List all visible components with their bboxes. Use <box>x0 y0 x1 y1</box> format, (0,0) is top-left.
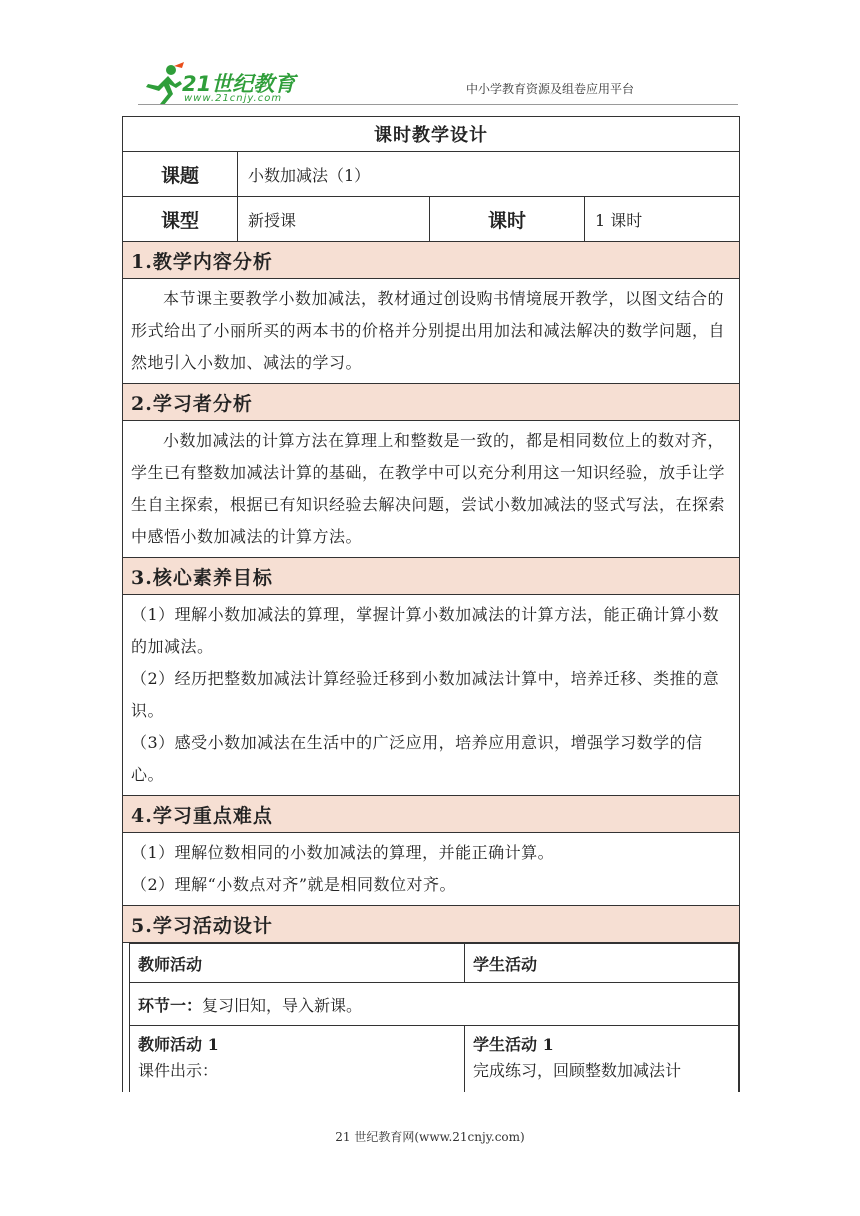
teacher-activity-1-text: 课件出示： <box>138 1061 219 1080</box>
list-item: （3）感受小数加减法在生活中的广泛应用，培养应用意识，增强学习数学的信心。 <box>131 733 703 784</box>
logo-url: www.21cnjy.com <box>184 93 283 104</box>
section-heading-content-analysis: 1.教学内容分析 <box>123 242 740 279</box>
section-heading-learner-analysis: 2.学习者分析 <box>123 384 740 421</box>
core-goals-list <box>123 595 740 796</box>
content-analysis-text: 本节课主要教学小数加减法，教材通过创设购书情境展开教学，以图文结合的形式给出了小丽所买的两本书的价格并分别提出用加法和减法解决的数学问题，自然地引入小数加、减法的学习。 <box>123 279 740 384</box>
logo-brand: 21世纪教育 <box>182 72 296 96</box>
learner-analysis-text: 小数加减法的计算方法在算理上和整数是一致的，都是相同数位上的数对齐，学生已有整数加减法计算的基础，在教学中可以充分利用这一知识经验，放手让学生自主探索，根据已有知识经验去解决问题，尝试小数加减法的竖式写法，在探索中感悟小数加减法的计算方法。 <box>123 421 740 558</box>
table-title: 课时教学设计 <box>123 117 740 152</box>
section-heading-key-points: 4.学习重点难点 <box>123 796 740 833</box>
activities-table <box>129 943 739 1092</box>
topic-value: 小数加减法（1） <box>238 152 740 197</box>
topic-label: 课题 <box>123 152 238 197</box>
section-heading-activities: 5.学习活动设计 <box>123 906 740 943</box>
header-divider <box>138 104 738 105</box>
type-value: 新授课 <box>238 197 430 242</box>
teacher-activity-1-title: 教师活动 1 <box>138 1035 219 1054</box>
list-item: （2）经历把整数加减法计算经验迁移到小数加减法计算中，培养迁移、类推的意识。 <box>131 669 720 720</box>
hours-value: 1 课时 <box>585 197 740 242</box>
lesson-design-table <box>122 116 740 1092</box>
runner-logo-icon <box>138 62 188 106</box>
stage-one-label: 环节一： <box>138 995 203 1015</box>
type-label: 课型 <box>123 197 238 242</box>
page-footer: 21 世纪教育网(www.21cnjy.com) <box>335 1130 525 1144</box>
student-activity-1-title: 学生活动 1 <box>473 1035 554 1054</box>
platform-name: 中小学教育资源及组卷应用平台 <box>466 82 635 96</box>
stage-one-text: 复习旧知，导入新课。 <box>202 995 363 1015</box>
key-points-list <box>123 833 740 906</box>
teacher-activity-header: 教师活动 <box>130 944 465 983</box>
activities-container <box>123 943 740 1093</box>
list-item: （2）理解“小数点对齐”就是相同数位对齐。 <box>131 875 457 894</box>
page-header <box>0 0 860 116</box>
student-activity-header: 学生活动 <box>465 944 739 983</box>
teacher-activity-1 <box>130 1026 465 1093</box>
student-activity-1 <box>465 1026 739 1093</box>
hours-label: 课时 <box>430 197 585 242</box>
section-heading-core-goals: 3.核心素养目标 <box>123 558 740 595</box>
student-activity-1-text: 完成练习，回顾整数加减法计 <box>473 1061 682 1080</box>
list-item: （1）理解小数加减法的算理，掌握计算小数加减法的计算方法，能正确计算小数的加减法。 <box>131 605 720 656</box>
stage-one-row <box>130 983 739 1026</box>
list-item: （1）理解位数相同的小数加减法的算理，并能正确计算。 <box>131 843 555 862</box>
